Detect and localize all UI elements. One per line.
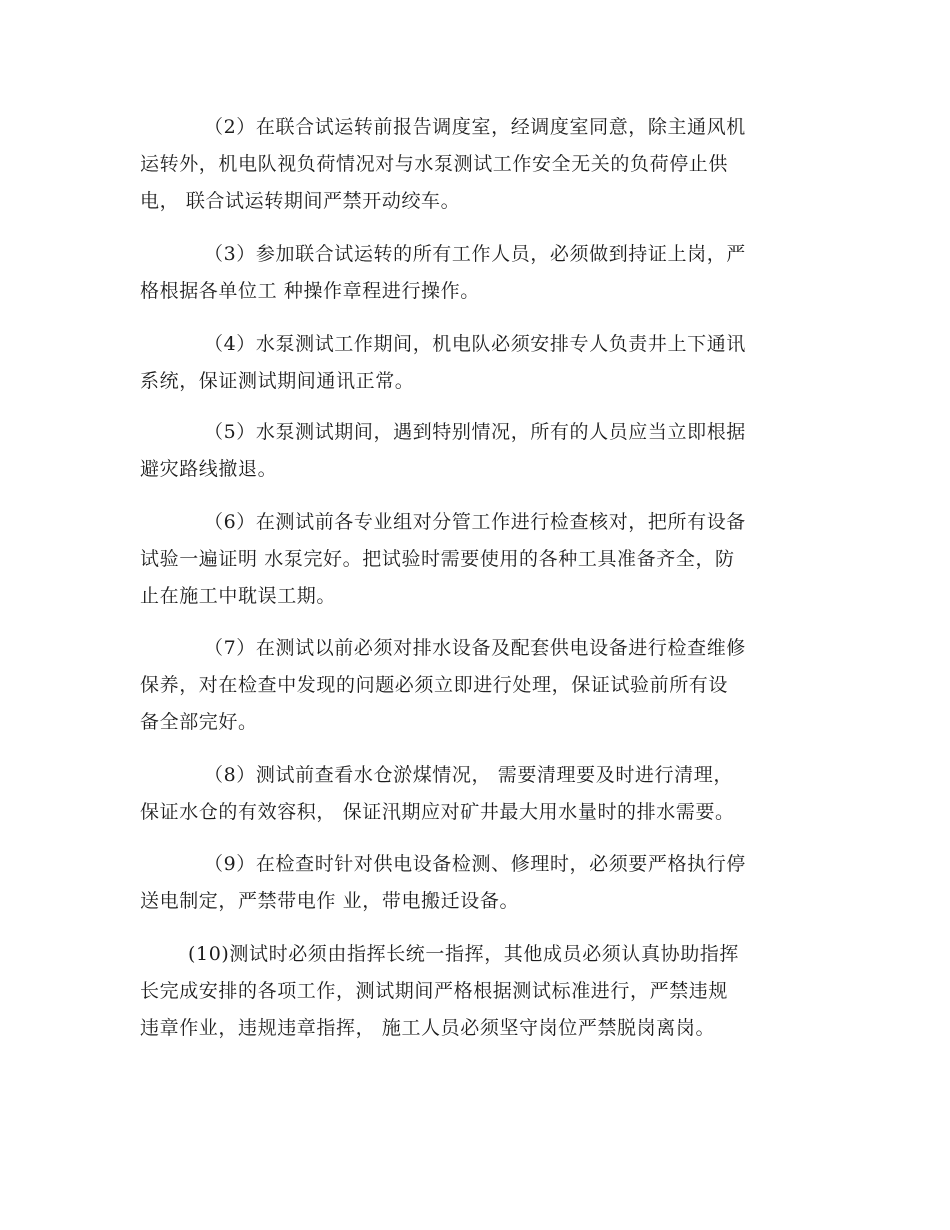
paragraph-item-7 [140, 630, 805, 741]
paragraph-line: 格根据各单位工 种操作章程进行操作。 [140, 280, 480, 302]
paragraph-line: 运转外，机电队视负荷情况对与水泵测试工作安全无关的负荷停止供 [140, 153, 729, 175]
paragraph-line: 电， 联合试运转期间严禁开动绞车。 [140, 190, 461, 212]
paragraph-line: 保养，对在检查中发现的问题必须立即进行处理，保证试验前所有设 [140, 674, 729, 696]
paragraph-line: 避灾路线撤退。 [140, 458, 278, 480]
paragraph-line: 备全部完好。 [140, 711, 258, 733]
paragraph-line: （4）水泵测试工作期间，机电队必须安排专人负责井上下通讯 [204, 333, 746, 355]
paragraph-line: 长完成安排的各项工作，测试期间严格根据测试标准进行，严禁违规 [140, 980, 729, 1002]
paragraph-line: 违章作业，违规违章指挥， 施工人员必须坚守岗位严禁脱岗离岗。 [140, 1017, 716, 1039]
paragraph-item-9 [140, 846, 805, 920]
paragraph-line: （7）在测试以前必须对排水设备及配套供电设备进行检查维修 [204, 637, 746, 659]
paragraph-line: 送电制定，严禁带电作 业，带电搬迁设备。 [140, 890, 520, 912]
paragraph-line: 保证水仓的有效容积， 保证汛期应对矿井最大用水量时的排水需要。 [140, 801, 735, 823]
paragraph-line: 系统，保证测试期间通讯正常。 [140, 370, 415, 392]
paragraph-line: （5）水泵测试期间，遇到特别情况，所有的人员应当立即根据 [204, 421, 746, 443]
paragraph-item-8 [140, 757, 805, 831]
paragraph-line: 试验一遍证明 水泵完好。把试验时需要使用的各种工具准备齐全，防 [140, 548, 735, 570]
paragraph-item-6 [140, 504, 805, 615]
paragraph-item-5 [140, 414, 805, 488]
paragraph-line: （9）在检查时针对供电设备检测、修理时，必须要严格执行停 [204, 853, 746, 875]
paragraph-line: 止在施工中耽误工期。 [140, 585, 337, 607]
paragraph-item-3 [140, 236, 805, 310]
paragraph-item-4 [140, 326, 805, 400]
paragraph-line: (10)测试时必须由指挥长统一指挥，其他成员必须认真协助指挥 [188, 943, 740, 965]
paragraph-item-10 [140, 936, 805, 1047]
paragraph-item-2 [140, 109, 805, 220]
paragraph-line: （8）测试前查看水仓淤煤情况， 需要清理要及时进行清理， [204, 764, 733, 786]
paragraph-line: （6）在测试前各专业组对分管工作进行检查核对，把所有设备 [204, 511, 746, 533]
paragraph-line: （3）参加联合试运转的所有工作人员，必须做到持证上岗，严 [204, 243, 746, 265]
paragraph-line: （2）在联合试运转前报告调度室，经调度室同意，除主通风机 [204, 116, 746, 138]
